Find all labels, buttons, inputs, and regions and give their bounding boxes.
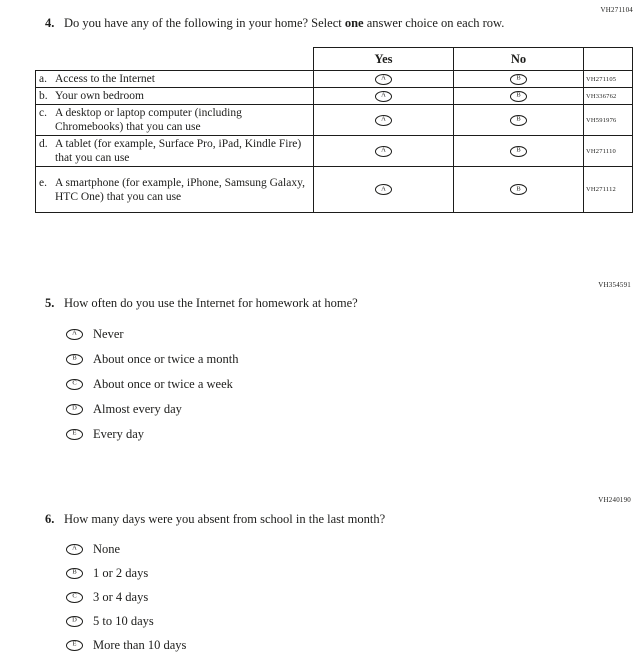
answer-bubble-yes[interactable]: A bbox=[375, 115, 392, 126]
answer-bubble[interactable]: B bbox=[66, 354, 83, 365]
row-item-code: VH271110 bbox=[584, 136, 633, 167]
question-4-prompt-after: answer choice on each row. bbox=[363, 16, 505, 30]
question-4-prompt bbox=[64, 16, 504, 32]
option-row-1-2-days[interactable] bbox=[45, 562, 623, 586]
table-row-c bbox=[36, 105, 633, 136]
option-row-almost-every-day[interactable] bbox=[45, 397, 623, 422]
answer-bubble[interactable]: B bbox=[66, 568, 83, 579]
answer-bubble-no[interactable]: B bbox=[510, 115, 527, 126]
answer-bubble[interactable]: D bbox=[66, 404, 83, 415]
question-5 bbox=[45, 296, 623, 447]
answer-bubble[interactable]: E bbox=[66, 640, 83, 651]
answer-bubble[interactable]: A bbox=[66, 329, 83, 340]
option-row-every-day[interactable] bbox=[45, 422, 623, 447]
question-4-number: 4. bbox=[45, 16, 55, 30]
answer-bubble-yes[interactable]: A bbox=[375, 91, 392, 102]
option-row-more-than-10-days[interactable] bbox=[45, 634, 623, 658]
row-letter: e. bbox=[39, 176, 47, 189]
option-label: Never bbox=[93, 326, 124, 341]
table-header-row bbox=[36, 48, 633, 71]
item-code-q4: VH271104 bbox=[600, 6, 633, 14]
answer-bubble-yes[interactable]: A bbox=[375, 184, 392, 195]
answer-bubble-no[interactable]: B bbox=[510, 91, 527, 102]
question-4-table bbox=[35, 47, 633, 213]
table-row-b bbox=[36, 88, 633, 105]
answer-bubble-no[interactable]: B bbox=[510, 184, 527, 195]
answer-bubble-yes[interactable]: A bbox=[375, 146, 392, 157]
option-label: About once or twice a month bbox=[93, 351, 239, 366]
answer-bubble[interactable]: D bbox=[66, 616, 83, 627]
option-row-none[interactable] bbox=[45, 538, 623, 562]
option-row-once-twice-month[interactable] bbox=[45, 347, 623, 372]
option-label: 5 to 10 days bbox=[93, 614, 154, 629]
question-5-number: 5. bbox=[45, 296, 55, 310]
code-column-header bbox=[584, 48, 633, 71]
table-row-e bbox=[36, 167, 633, 213]
option-label: More than 10 days bbox=[93, 638, 187, 653]
option-label: 3 or 4 days bbox=[93, 590, 149, 605]
row-letter: b. bbox=[39, 90, 48, 103]
question-6-options bbox=[45, 538, 623, 658]
answer-bubble[interactable]: C bbox=[66, 379, 83, 390]
row-letter: c. bbox=[39, 107, 47, 120]
answer-bubble-no[interactable]: B bbox=[510, 146, 527, 157]
option-label: About once or twice a week bbox=[93, 376, 233, 391]
row-item-code: VH591976 bbox=[584, 105, 633, 136]
row-text: Access to the Internet bbox=[55, 73, 155, 85]
question-4-prompt-bold: one bbox=[344, 16, 364, 30]
item-code-q5: VH354591 bbox=[598, 281, 631, 289]
table-corner-cell bbox=[36, 48, 314, 71]
question-6-number: 6. bbox=[45, 512, 55, 526]
row-letter: d. bbox=[39, 138, 48, 151]
row-text: A smartphone (for example, iPhone, Samsung Galaxy, HTC One) that you can use bbox=[55, 176, 305, 203]
row-letter: a. bbox=[39, 73, 47, 85]
answer-bubble-no[interactable]: B bbox=[510, 74, 527, 85]
answer-bubble-yes[interactable]: A bbox=[375, 74, 392, 85]
item-code-q6: VH240190 bbox=[598, 496, 631, 504]
option-label: None bbox=[93, 542, 121, 557]
answer-bubble[interactable]: E bbox=[66, 429, 83, 440]
row-item-code: VH336762 bbox=[584, 88, 633, 105]
option-row-3-4-days[interactable] bbox=[45, 586, 623, 610]
option-label: Every day bbox=[93, 426, 145, 441]
row-text: A tablet (for example, Surface Pro, iPad, Kindle Fire) that you can use bbox=[55, 138, 302, 165]
question-5-prompt: How often do you use the Internet for homework at home? bbox=[64, 296, 358, 310]
answer-bubble[interactable]: A bbox=[66, 544, 83, 555]
option-label: Almost every day bbox=[93, 401, 182, 416]
option-row-never[interactable] bbox=[45, 322, 623, 347]
question-5-options bbox=[45, 322, 623, 447]
table-row-a bbox=[36, 71, 633, 88]
table-row-d bbox=[36, 136, 633, 167]
answer-bubble[interactable]: C bbox=[66, 592, 83, 603]
option-row-once-twice-week[interactable] bbox=[45, 372, 623, 397]
option-row-5-10-days[interactable] bbox=[45, 610, 623, 634]
question-4-prompt-before: Do you have any of the following in your home? Select bbox=[64, 16, 345, 30]
no-column-header: No bbox=[454, 48, 584, 71]
question-4 bbox=[45, 16, 623, 32]
option-label: 1 or 2 days bbox=[93, 566, 149, 581]
row-item-code: VH271112 bbox=[584, 167, 633, 213]
row-text: A desktop or laptop computer (including Chromebooks) that you can use bbox=[55, 107, 242, 134]
question-6-prompt: How many days were you absent from school in the last month? bbox=[64, 512, 386, 526]
row-item-code: VH271105 bbox=[584, 71, 633, 88]
row-text: Your own bedroom bbox=[55, 90, 144, 103]
question-6 bbox=[45, 512, 623, 658]
yes-column-header: Yes bbox=[314, 48, 454, 71]
